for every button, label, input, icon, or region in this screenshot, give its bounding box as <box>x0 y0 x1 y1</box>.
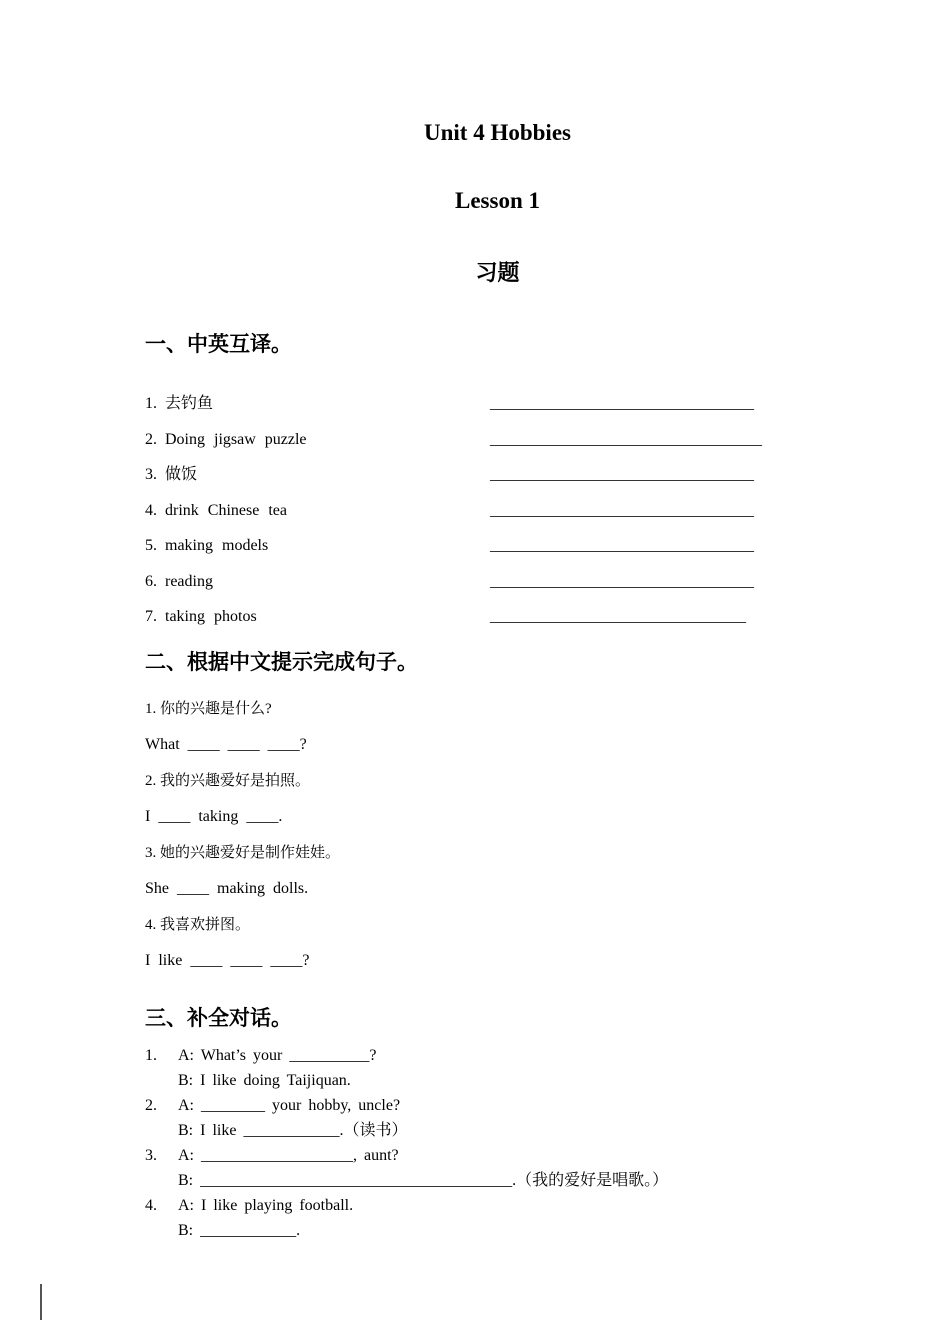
sentence-blank-4: I like ____ ____ ____? <box>145 951 310 969</box>
doc-lesson-title: Lesson 1 <box>455 188 540 213</box>
doc-exercise-title: 习题 <box>475 260 520 285</box>
chinese-prompt-2: 2. 我的兴趣爱好是拍照。 <box>145 772 311 789</box>
dialog-a-text: A: What’s your __________? <box>178 1046 377 1064</box>
translation-item-7 <box>145 599 850 635</box>
section1-heading: 一、中英互译。 <box>145 333 292 356</box>
dialog-b-text: B: I like doing Taijiquan. <box>178 1071 351 1089</box>
translation-item-label <box>145 564 490 600</box>
answer-blank: _________________________________ <box>490 537 754 554</box>
dialog-line-a <box>145 1093 850 1118</box>
dialog-b-text: B: I like ____________.（读书） <box>178 1121 408 1139</box>
item-text: Doing jigsaw puzzle <box>165 430 307 448</box>
dialog-line-b <box>145 1168 850 1193</box>
answer-blank: ________________________________ <box>490 608 746 625</box>
dialog-a-text: A: ___________________, aunt? <box>178 1146 399 1164</box>
item-number: 1. <box>145 395 157 412</box>
dialog-list <box>145 1043 850 1243</box>
item-number: 2. <box>145 430 157 448</box>
dialog-line-b <box>145 1118 850 1143</box>
dialog-b-text: B: ____________. <box>178 1221 301 1239</box>
answer-blank: __________________________________ <box>490 430 762 448</box>
answer-blank: _________________________________ <box>490 501 754 519</box>
translation-item-label <box>145 386 490 422</box>
item-text: 去钓鱼 <box>165 395 214 412</box>
sentence-list <box>145 691 850 979</box>
dialog-3 <box>145 1143 850 1193</box>
dialog-line-b <box>145 1218 850 1243</box>
translation-item-5 <box>145 528 850 564</box>
dialog-number: 2. <box>145 1096 157 1114</box>
dialog-2 <box>145 1093 850 1143</box>
translation-item-3 <box>145 457 850 493</box>
section2-heading: 二、根据中文提示完成句子。 <box>145 650 418 674</box>
sentence-blank-2: I ____ taking ____. <box>145 807 283 825</box>
dialog-number: 3. <box>145 1146 157 1164</box>
answer-blank: _________________________________ <box>490 466 754 483</box>
dialog-line-a <box>145 1193 850 1218</box>
dialog-line-b <box>145 1068 850 1093</box>
translation-item-label <box>145 422 490 458</box>
item-text: taking photos <box>165 608 257 625</box>
section3-heading: 三、补全对话。 <box>145 1006 292 1030</box>
dialog-a-text: A: I like playing football. <box>178 1196 354 1214</box>
translation-item-label <box>145 528 490 564</box>
sentence-blank-3: She ____ making dolls. <box>145 879 309 897</box>
chinese-prompt-4: 4. 我喜欢拼图。 <box>145 916 251 933</box>
translation-list <box>145 386 850 635</box>
item-number: 4. <box>145 501 157 519</box>
dialog-number: 1. <box>145 1046 157 1064</box>
translation-item-label <box>145 599 490 635</box>
translation-item-6 <box>145 564 850 600</box>
answer-blank: _________________________________ <box>490 572 754 590</box>
translation-item-2 <box>145 422 850 458</box>
page-edge-mark <box>40 1284 42 1320</box>
answer-blank: _________________________________ <box>490 395 754 412</box>
item-number: 7. <box>145 608 157 625</box>
dialog-a-text: A: ________ your hobby, uncle? <box>178 1096 401 1114</box>
item-text: making models <box>165 537 269 554</box>
item-number: 5. <box>145 537 157 554</box>
dialog-line-a <box>145 1143 850 1168</box>
item-number: 3. <box>145 466 157 483</box>
item-text: 做饭 <box>165 466 198 483</box>
dialog-b-text: B: _______________________________________.（我的爱好是唱歌。） <box>178 1171 669 1189</box>
translation-item-label <box>145 493 490 529</box>
doc-title: Unit 4 Hobbies <box>424 120 571 145</box>
translation-item-label <box>145 457 490 493</box>
dialog-number: 4. <box>145 1196 157 1214</box>
chinese-prompt-3: 3. 她的兴趣爱好是制作娃娃。 <box>145 844 341 861</box>
dialog-1 <box>145 1043 850 1093</box>
chinese-prompt-1: 1. 你的兴趣是什么? <box>145 700 272 717</box>
item-number: 6. <box>145 572 157 590</box>
translation-item-4 <box>145 493 850 529</box>
dialog-4 <box>145 1193 850 1243</box>
item-text: reading <box>165 572 213 590</box>
sentence-blank-1: What ____ ____ ____? <box>145 735 307 753</box>
item-text: drink Chinese tea <box>165 501 287 519</box>
translation-item-1 <box>145 386 850 422</box>
dialog-line-a <box>145 1043 850 1068</box>
